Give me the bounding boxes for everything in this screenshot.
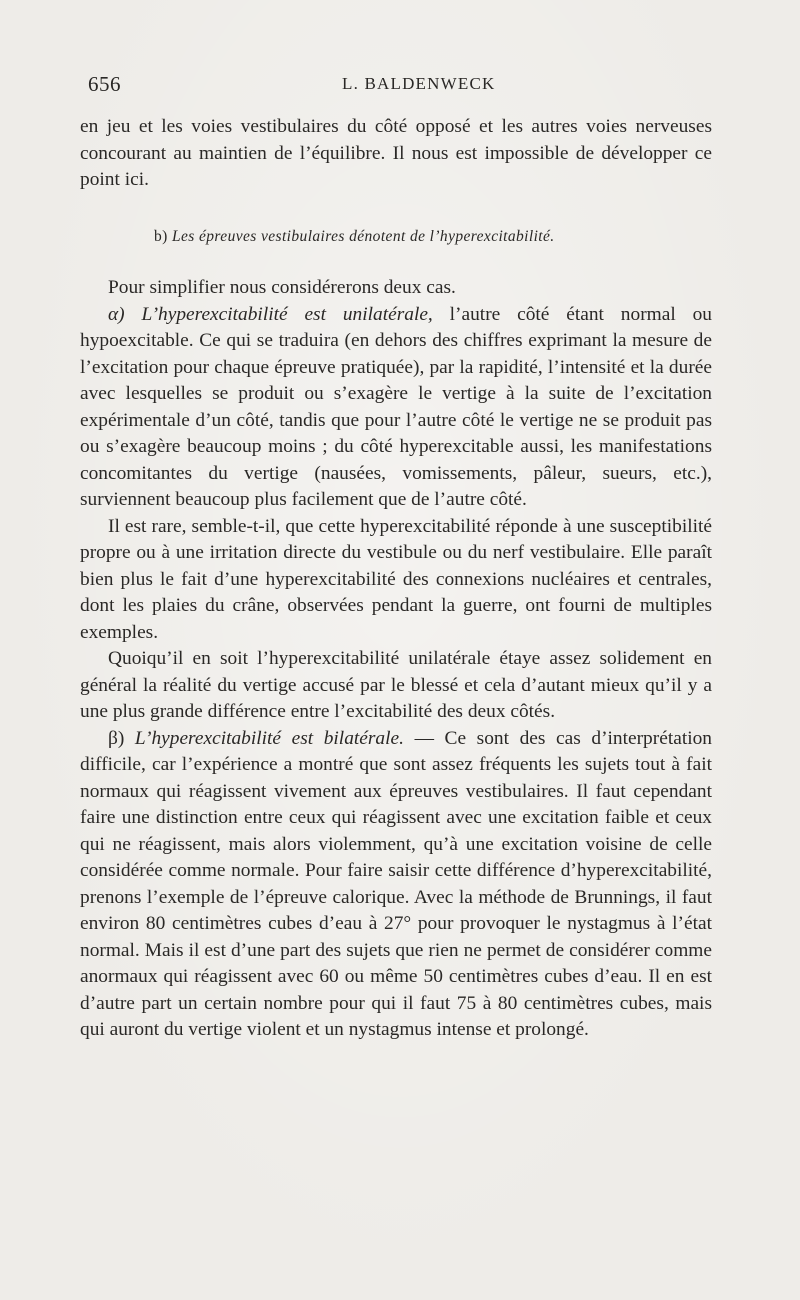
- main-text-block: [80, 275, 712, 1044]
- paragraph-3: Il est rare, semble-t-il, que cette hyperexcitabilité réponde à une susceptibilité propre ou à une irritation directe du vestibule ou du nerf vestibulaire. Elle paraît bien plus le fait d’une hyperexcitabilité des connexions nucléaires et centrales, dont les plaies du crâne, observées pendant la guerre, ont fourni de multiples exemples.: [80, 515, 712, 643]
- case-alpha-text: l’autre côté étant normal ou hypoexcitable. Ce qui se traduira (en dehors des chiffres exprimant la mesure de l’excitation pour chaque épreuve pratiquée), par la rapidité, l’intensité et la durée avec lesquelles se produit ou s’exagère le vertige à la suite de l’excitation expérimentale d’un côté, tandis que pour l’autre côté le vertige ne se produit pas ou s’exagère beaucoup moins ; du côté hyperexcitable aussi, les manifestations concomitantes du vertige (nausées, vomissements, pâleur, sueurs, etc.), surviennent beaucoup plus facilement que de l’autre côté.: [80, 303, 712, 510]
- section-heading: [154, 228, 555, 246]
- page-header: [88, 72, 708, 102]
- intro-text-block: [80, 114, 712, 194]
- paragraph-5: [80, 726, 712, 1044]
- section-label: b): [154, 228, 168, 245]
- paragraph-4: Quoiqu’il en soit l’hyperexcitabilité unilatérale étaye assez solidement en général la réalité du vertige accusé par le blessé et cela d’autant mieux qu’il y a une plus grande différence entre l’excitabilité des deux côtés.: [80, 648, 712, 722]
- case-beta-text: — Ce sont des cas d’interprétation difficile, car l’expérience a montré que sont assez fréquents les sujets tout à fait normaux qui réagissent vivement aux épreuves vestibulaires. Il faut cependant faire une distinction entre ceux qui réagissent avec une excitation faible et ceux qui ne réagissent, mais alors violemment, qu’à une excitation voisine de celle considérée comme normale. Pour faire saisir cette différence d’hyperexcitabilité, prenons l’exemple de l’épreuve calorique. Avec la méthode de Brunnings, il faut environ 80 centimètres cubes d’eau à 27° pour provoquer le nystagmus à l’état normal. Mais il est d’une part des sujets que rien ne permet de considérer comme anormaux qui réagissent avec 60 ou même 50 centimètres cubes d’eau. Il en est d’autre part un certain nombre pour qui il faut 75 à 80 centimètres cubes, mais qui auront du vertige violent et un nystagmus intense et prolongé.: [80, 727, 712, 1040]
- case-alpha-marker: α): [108, 303, 125, 325]
- case-alpha-title: L’hyperexcitabilité est unilatérale,: [141, 303, 433, 325]
- paragraph-1: Pour simplifier nous considérerons deux cas.: [108, 277, 456, 298]
- section-title: Les épreuves vestibulaires dénotent de l’hyperexcitabilité.: [172, 228, 555, 245]
- case-beta-title: L’hyperexcitabilité est bilatérale.: [134, 727, 404, 749]
- paragraph-2: [80, 302, 712, 514]
- running-head: L. BALDENWECK: [342, 74, 496, 93]
- case-beta-marker: β): [108, 727, 125, 749]
- intro-paragraph: en jeu et les voies vestibulaires du côté opposé et les autres voies nerveuses concourant au maintien de l’équilibre. Il nous est impossible de développer ce point ici.: [80, 116, 712, 190]
- page-number: 656: [88, 72, 121, 96]
